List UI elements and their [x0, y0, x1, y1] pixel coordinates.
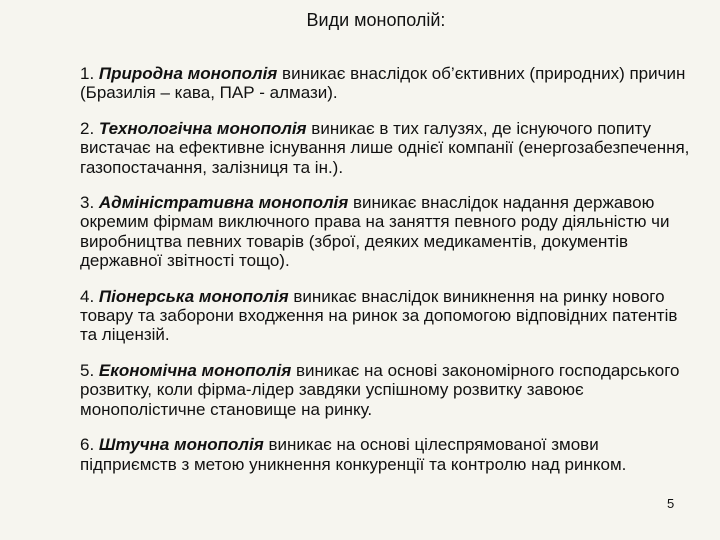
item-number: 6. [80, 435, 99, 455]
item-description: виникає в тих галузях, де існуючого попиту вистачає на ефективне існування лише однієї компанії (енергозабезпечення, газопостачання, залізниця та ін.). [80, 118, 690, 177]
monopoly-types-list [80, 64, 695, 490]
slide-title: Види монополій: [306, 10, 446, 30]
item-term: Адміністративна монополія [98, 193, 349, 213]
monopoly-item-artificial [80, 435, 695, 474]
item-number: 5. [80, 360, 99, 380]
item-description: виникає внаслідок об’єктивних (природних) причин (Бразилія – кава, ПАР - алмази). [80, 64, 686, 103]
item-term: Технологічна монополія [98, 118, 307, 138]
item-description: виникає внаслідок надання державою окремим фірмам виключного права на заняття певного роду діяльністю чи виробництва певних товарів (зброї, деяких медикаментів, документів державної звітності тощо). [80, 193, 670, 271]
item-number: 4. [80, 286, 99, 306]
item-term: Штучна монополія [98, 435, 264, 455]
item-term: Природна монополія [98, 64, 278, 83]
monopoly-item-natural [80, 64, 695, 103]
item-number: 2. [80, 118, 99, 138]
item-description: виникає на основі закономірного господарського розвитку, коли фірма-лідер завдяки успішному розвитку завоює монополістичне становище на ринку. [80, 360, 680, 419]
item-description: виникає внаслідок виникнення на ринку нового товару та заборони входження на ринок за допомогою відповідних патентів та ліцензій. [80, 286, 678, 345]
monopoly-item-technological [80, 119, 695, 177]
item-term: Економічна монополія [98, 360, 292, 380]
item-number: 1. [80, 64, 99, 83]
monopoly-item-economic [80, 361, 695, 419]
page-number: 5 [667, 496, 675, 511]
item-description: виникає на основі цілеспрямованої змови підприємств з метою уникнення конкуренції та контролю над ринком. [80, 435, 627, 474]
item-term: Піонерська монополія [98, 286, 289, 306]
item-number: 3. [80, 193, 99, 213]
monopoly-item-pioneer [80, 287, 695, 345]
monopoly-item-administrative [80, 193, 695, 271]
